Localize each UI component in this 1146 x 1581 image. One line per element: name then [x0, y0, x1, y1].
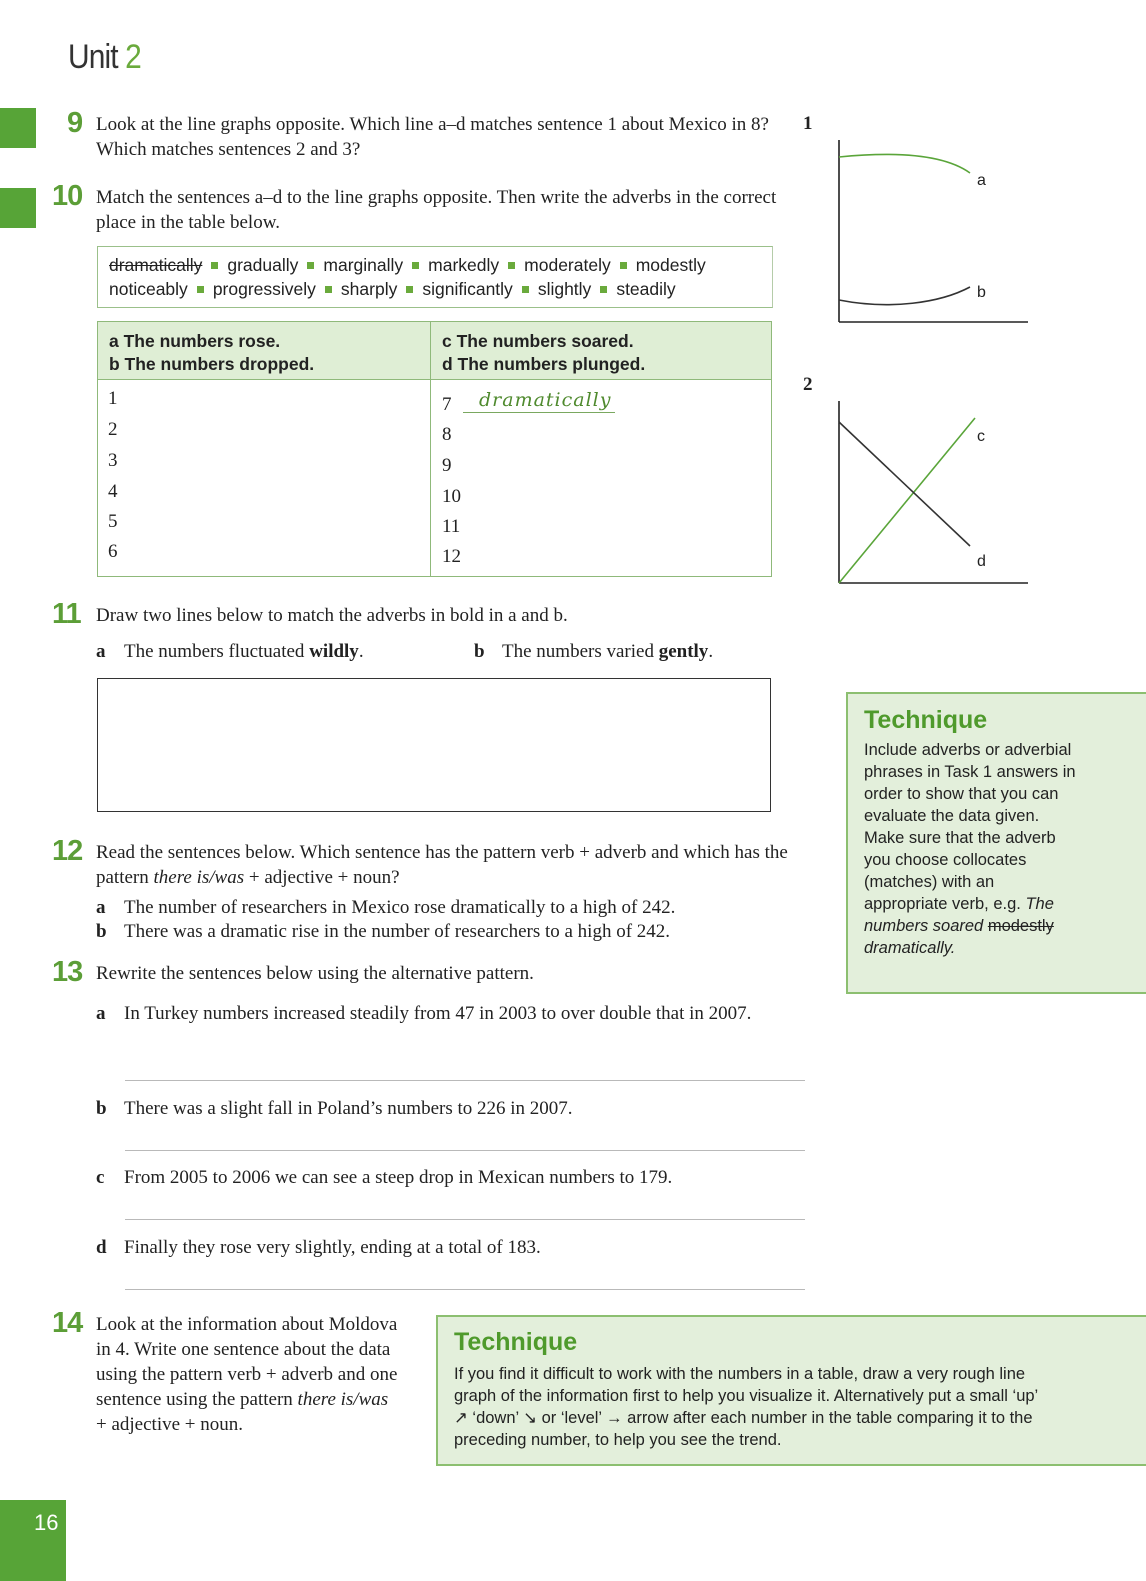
graph-1-line-a [839, 154, 970, 173]
answer-underline [463, 412, 615, 413]
word-item: progressively [212, 279, 316, 299]
side-tab-q9 [0, 108, 36, 148]
answer-line-a[interactable] [125, 1080, 805, 1081]
row-number: 11 [442, 516, 461, 537]
item-bold-word: gently [658, 641, 709, 662]
side-tab-q10 [0, 188, 36, 228]
question-14-text [96, 1312, 400, 1437]
question-11-number: 11 [52, 598, 81, 630]
line-graph-2 [830, 396, 1040, 591]
header-line: d The numbers plunged. [442, 354, 646, 374]
word-row-1 [109, 253, 706, 277]
technique-title: Technique [864, 706, 988, 734]
row-number: 12 [442, 546, 461, 567]
word-item: steadily [616, 279, 676, 299]
drawing-box[interactable] [97, 678, 771, 812]
question-11-text: Draw two lines below to match the adverbs in bold in a and b. [96, 605, 568, 626]
adverb-word-box [97, 246, 773, 308]
row-number: 7 [442, 394, 452, 415]
word-item: dramatically [109, 255, 203, 275]
unit-number: 2 [125, 38, 141, 76]
item-end: . [708, 641, 714, 662]
question-13-item-b [96, 1096, 573, 1121]
handwritten-answer: dramatically [479, 389, 612, 411]
question-13-item-c [96, 1165, 672, 1190]
word-item: significantly [422, 279, 513, 299]
bullet-square-icon [325, 286, 332, 293]
item-text: The numbers varied [502, 641, 659, 662]
technique-body [864, 739, 1082, 959]
bullet-square-icon [307, 262, 314, 269]
word-item: markedly [428, 255, 500, 275]
item-bold-word: wildly [309, 641, 359, 662]
item-text: There was a slight fall in Poland’s numbers to 226 in 2007. [124, 1098, 573, 1119]
bullet-square-icon [508, 262, 515, 269]
technique-example-end: dramatically. [864, 939, 956, 957]
graph-2-line-c [839, 418, 975, 583]
header-line: c The numbers soared. [442, 331, 634, 351]
question-12-text-start: Read the sentences below. Which sentence has the pattern verb + adverb and which has the pattern [96, 842, 788, 888]
technique-example-strike: modestly [987, 917, 1054, 935]
page-number: 16 [34, 1510, 59, 1535]
bullet-square-icon [406, 286, 413, 293]
line-graph-1 [830, 135, 1040, 330]
question-13-item-a [96, 1001, 796, 1026]
row-number: 6 [108, 541, 118, 562]
graph-1-label-a: a [977, 172, 986, 189]
graph-2-label-d: d [977, 553, 986, 570]
graph-2-label: 2 [803, 374, 813, 395]
row-number: 1 [108, 388, 118, 409]
technique-example-start: The numbers soared [864, 895, 1054, 935]
item-end: . [358, 641, 364, 662]
word-item: noticeably [109, 279, 188, 299]
header-line: b The numbers dropped. [109, 354, 315, 374]
graph-2-line-d [839, 422, 970, 546]
question-12-number: 12 [52, 835, 83, 867]
question-12-text-italic: there is/was [153, 867, 245, 888]
question-13-number: 13 [52, 956, 83, 988]
technique-box-2 [436, 1315, 1146, 1466]
item-label: b [96, 921, 107, 942]
row-number: 2 [108, 419, 118, 440]
answer-line-c[interactable] [125, 1219, 805, 1220]
table-body-right[interactable] [431, 380, 772, 577]
graph-1-label-b: b [977, 284, 986, 301]
question-9-text: Look at the line graphs opposite. Which line a–d matches sentence 1 about Mexico in 8? Which matches sentences 2 and 3? [96, 114, 769, 160]
item-text: Finally they rose very slightly, ending at a total of 183. [124, 1237, 541, 1258]
table-header-right [431, 322, 772, 380]
question-12-item-a [96, 895, 675, 920]
word-item: sharply [340, 279, 398, 299]
item-label: a [96, 897, 106, 918]
bullet-square-icon [197, 286, 204, 293]
word-item: modestly [635, 255, 706, 275]
row-number: 4 [108, 481, 118, 502]
item-text: There was a dramatic rise in the number of researchers to a high of 242. [124, 921, 671, 942]
bullet-square-icon [600, 286, 607, 293]
word-item: marginally [323, 255, 404, 275]
word-item: gradually [227, 255, 299, 275]
item-label: a [96, 1003, 106, 1024]
row-number: 3 [108, 450, 118, 471]
item-text: The numbers fluctuated [124, 641, 310, 662]
table-header-left [98, 322, 431, 380]
technique-body-text: Include adverbs or adverbial phrases in Task 1 answers in order to show that you can evaluate the data given. Make sure that the adverb you choose collocates (matches) with an appropriate verb, e.g. [864, 741, 1076, 913]
item-label: b [474, 641, 485, 662]
word-row-2 [109, 277, 676, 301]
question-13-item-d [96, 1235, 541, 1260]
bullet-square-icon [412, 262, 419, 269]
table-body-left[interactable] [98, 380, 431, 577]
question-12-text [96, 840, 796, 890]
question-9-number: 9 [67, 107, 83, 139]
bullet-square-icon [211, 262, 218, 269]
question-14-text-start: Look at the information about Moldova in 4. Write one sentence about the data using the pattern verb + adverb and one sentence using the pattern [96, 1314, 398, 1410]
graph-1-label: 1 [803, 113, 813, 134]
answer-line-b[interactable] [125, 1150, 805, 1151]
item-text: The number of researchers in Mexico rose dramatically to a high of 242. [124, 897, 676, 918]
bullet-square-icon [620, 262, 627, 269]
question-12-text-end: + adjective + noun? [244, 867, 400, 888]
header-line: a The numbers rose. [109, 331, 281, 351]
graph-1-line-b [839, 287, 970, 305]
question-12-item-b [96, 919, 670, 944]
bullet-square-icon [522, 286, 529, 293]
question-11-item-b [474, 639, 713, 664]
row-number: 8 [442, 424, 452, 445]
word-item: slightly [537, 279, 592, 299]
unit-word: Unit [68, 38, 118, 76]
item-label: d [96, 1237, 107, 1258]
item-label: b [96, 1098, 107, 1119]
row-number: 5 [108, 511, 118, 532]
question-10-text: Match the sentences a–d to the line graphs opposite. Then write the adverbs in the correct place in the table below. [96, 187, 777, 233]
technique-title: Technique [454, 1328, 578, 1356]
question-10-number: 10 [52, 180, 83, 212]
answer-line-d[interactable] [125, 1289, 805, 1290]
question-13-text: Rewrite the sentences below using the alternative pattern. [96, 963, 534, 984]
question-11-item-a [96, 639, 364, 664]
question-14-text-italic: there is/was [297, 1389, 389, 1410]
row-number: 9 [442, 455, 452, 476]
graph-2-label-c: c [977, 428, 985, 445]
item-label: c [96, 1167, 105, 1188]
technique-box-1 [846, 692, 1146, 994]
word-item: moderately [524, 255, 611, 275]
technique-body: If you find it difficult to work with the numbers in a table, draw a very rough line graph of the information first to help you visualize it. Alternatively put a small ‘up’ ↗ ‘down’ ↘ or ‘level’ → arrow after each number in the table comparing it to the preceding number, to help you see the trend. [454, 1365, 1038, 1449]
question-14-number: 14 [52, 1307, 83, 1339]
item-text: From 2005 to 2006 we can see a steep drop in Mexican numbers to 179. [124, 1167, 673, 1188]
question-14-text-end: + adjective + noun. [96, 1414, 243, 1435]
item-label: a [96, 641, 106, 662]
item-text: In Turkey numbers increased steadily from 47 in 2003 to over double that in 2007. [124, 1003, 752, 1024]
adverb-table [97, 321, 772, 577]
unit-header [68, 38, 141, 77]
row-number: 10 [442, 486, 461, 507]
